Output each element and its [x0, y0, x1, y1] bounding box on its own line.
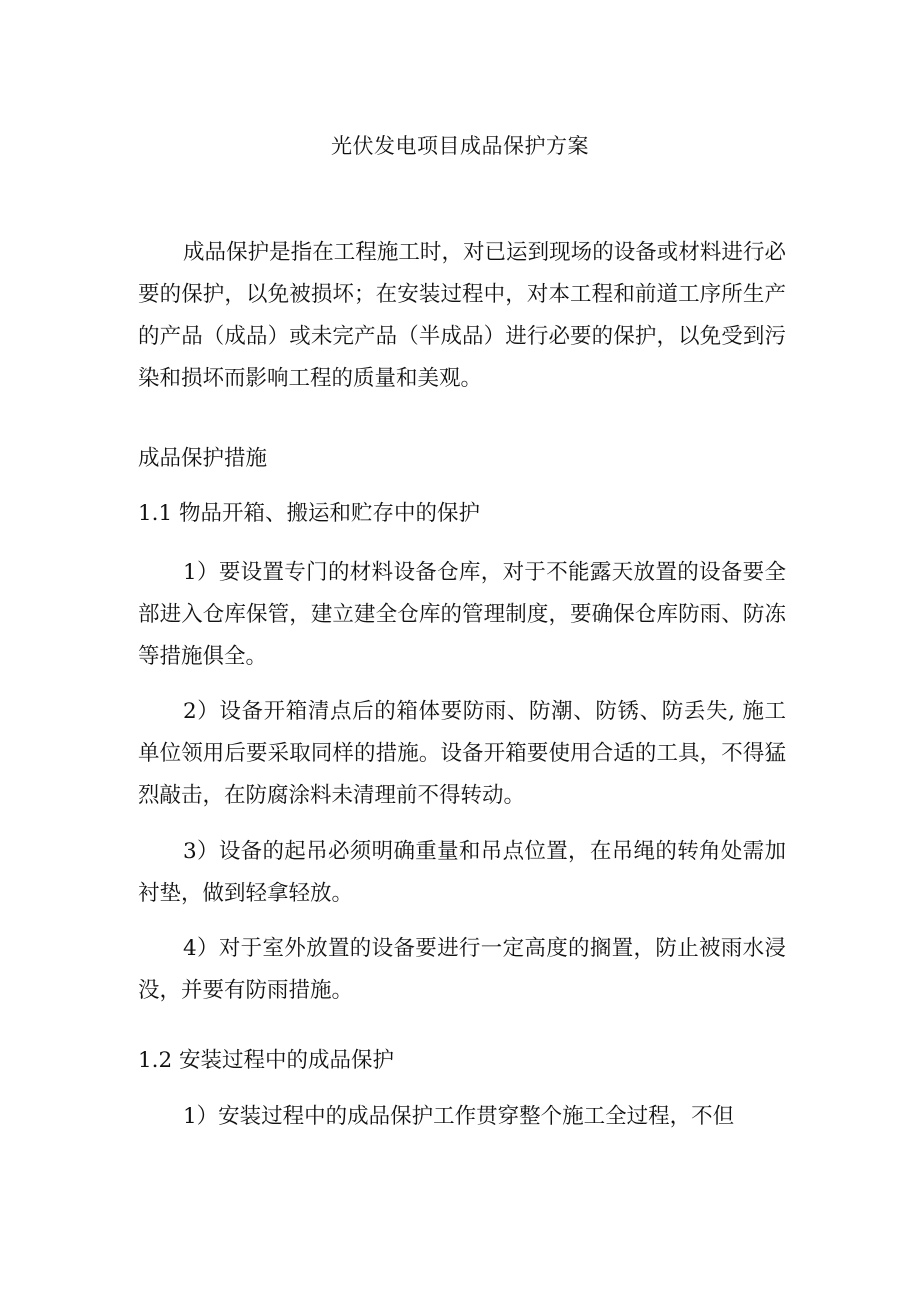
subsection-heading-1-1: 1.1 物品开箱、搬运和贮存中的保护: [138, 501, 481, 526]
document-title: 光伏发电项目成品保护方案: [331, 134, 589, 158]
list-item: 3）设备的起吊必须明确重量和吊点位置，在吊绳的转角处需加衬垫，做到轻拿轻放。: [138, 839, 786, 906]
list-item: 1）要设置专门的材料设备仓库，对于不能露天放置的设备要全部进入仓库保管，建立建全仓库的管理制度，要确保仓库防雨、防冻等措施俱全。: [138, 560, 786, 669]
list-item: 4）对于室外放置的设备要进行一定高度的搁置，防止被雨水浸没，并要有防雨措施。: [138, 936, 786, 1003]
intro-paragraph: 成品保护是指在工程施工时，对已运到现场的设备或材料进行必要的保护，以免被损坏；在安装过程中，对本工程和前道工序所生产的产品（成品）或未完产品（半成品）进行必要的保护，以免受到污染和损坏而影响工程的质量和美观。: [138, 240, 786, 391]
list-item: 1）安装过程中的成品保护工作贯穿整个施工全过程，不但: [183, 1104, 735, 1129]
list-item: 2）设备开箱清点后的箱体要防雨、防潮、防锈、防丢失, 施工单位领用后要采取同样的措施。设备开箱要使用合适的工具，不得猛烈敲击，在防腐涂料未清理前不得转动。: [138, 699, 786, 808]
section-heading: 成品保护措施: [138, 446, 268, 471]
subsection-heading-1-2: 1.2 安装过程中的成品保护: [138, 1048, 395, 1073]
